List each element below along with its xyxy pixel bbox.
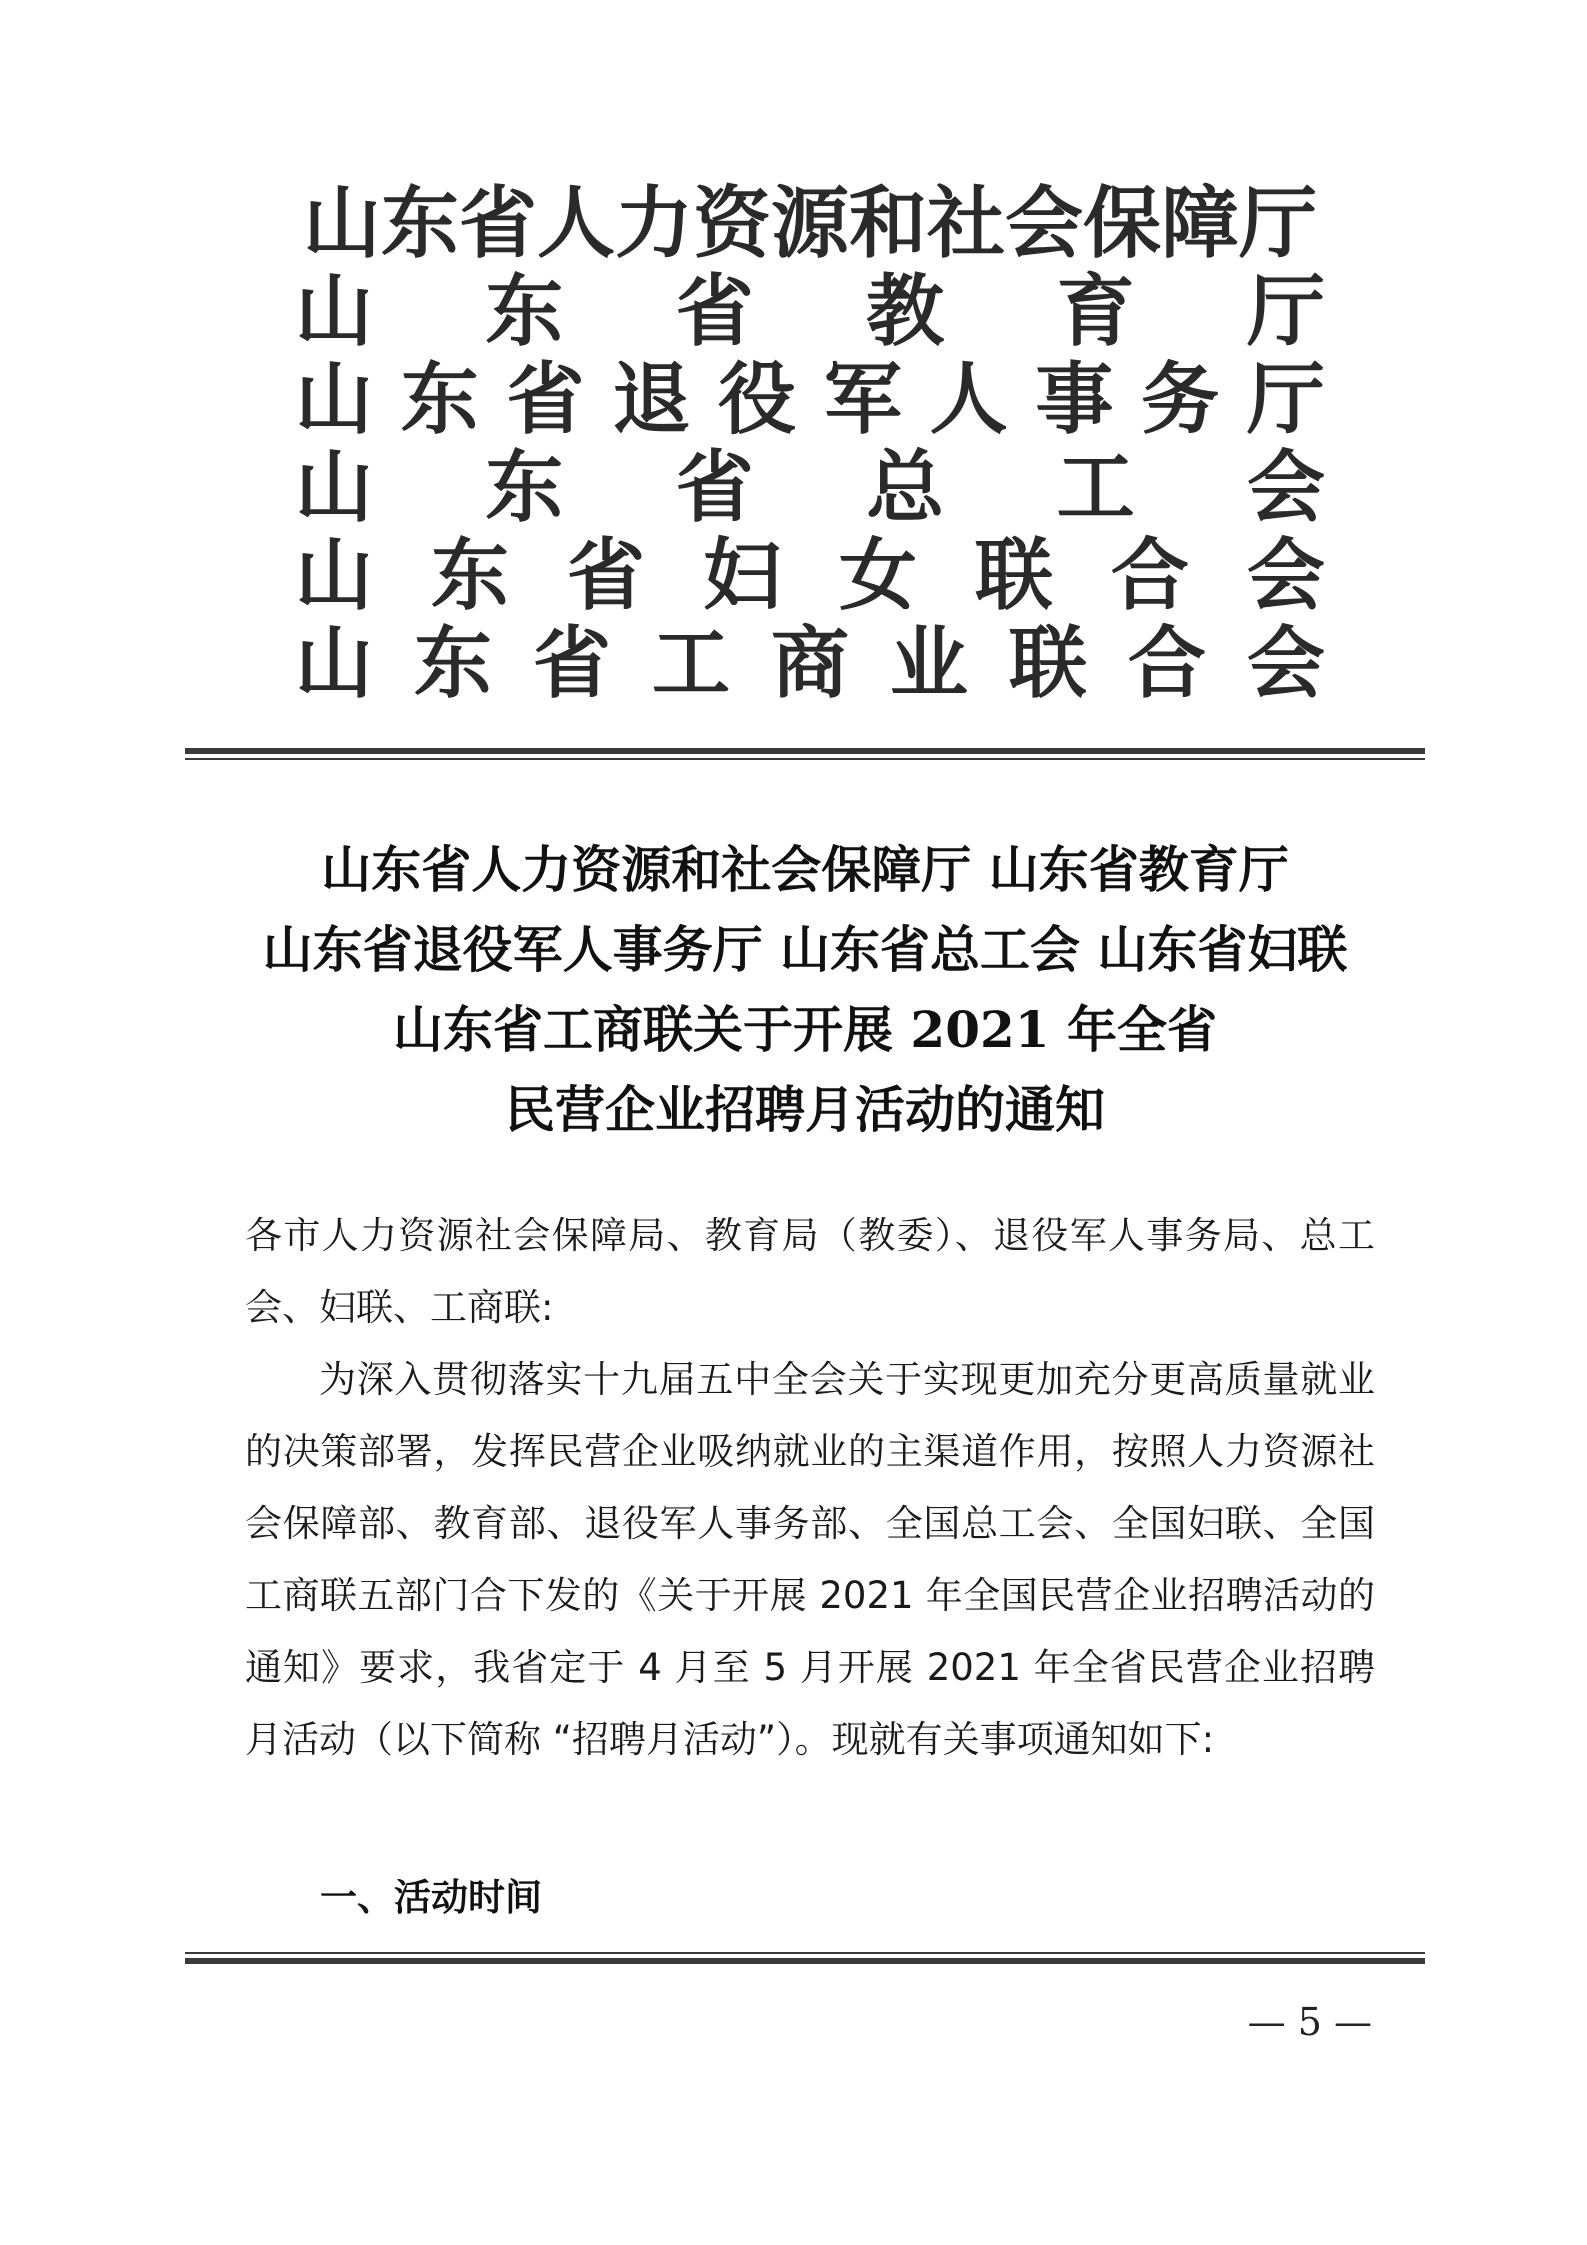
org-line-6 xyxy=(295,620,1325,708)
org-char: 工 xyxy=(651,618,730,709)
org-char: 东 xyxy=(400,354,479,445)
org-char: 东 xyxy=(485,266,564,357)
org-char: 东 xyxy=(485,442,564,533)
org-char: 会 xyxy=(1246,618,1325,709)
org-line-3 xyxy=(295,356,1325,444)
org-name: 山东省人力资源和社会保障厅 xyxy=(302,178,1317,269)
header-separator xyxy=(185,748,1425,760)
issuing-authorities xyxy=(295,180,1325,708)
org-char: 役 xyxy=(718,354,797,445)
org-char: 合 xyxy=(1127,618,1206,709)
org-char: 东 xyxy=(430,530,509,621)
page-number: — 5 — xyxy=(1247,2000,1372,2044)
org-char: 山 xyxy=(295,266,374,357)
title-line-1: 山东省人力资源和社会保障厅 山东省教育厅 xyxy=(321,840,1289,899)
body-paragraph: 为深入贯彻落实十九届五中全会关于实现更加充分更高质量就业的决策部署，发挥民营企业吸纳就业的主渠道作用，按照人力资源社会保障部、教育部、退役军人事务部、全国总工会、全国妇联、全国工商联五部门合下发的《关于开展 2021 年全国民营企业招聘活动的通知》要求，我省定于 4 月至 5 月开展 2021 年全省民营企业招聘月活动（以下简称 “招聘月活动”）。现就有关事项通知如下: xyxy=(245,1358,1375,1761)
org-char: 总 xyxy=(866,442,945,533)
org-char: 事 xyxy=(1035,354,1114,445)
separator-thin-line xyxy=(185,1952,1425,1954)
org-char: 务 xyxy=(1141,354,1220,445)
title-line-2: 山东省退役军人事务厅 山东省总工会 山东省妇联 xyxy=(262,920,1348,979)
salutation: 各市人力资源社会保障局、教育局（教委）、退役军人事务局、总工会、妇联、工商联: xyxy=(245,1214,1375,1329)
org-char: 业 xyxy=(889,618,968,709)
separator-thick-line xyxy=(185,1958,1425,1964)
org-char: 省 xyxy=(675,266,754,357)
org-char: 山 xyxy=(295,354,374,445)
org-char: 省 xyxy=(506,354,585,445)
org-char: 东 xyxy=(413,618,492,709)
org-char: 工 xyxy=(1056,442,1135,533)
org-char: 育 xyxy=(1056,266,1135,357)
org-char: 合 xyxy=(1110,530,1189,621)
org-line-1 xyxy=(295,180,1325,268)
org-char: 女 xyxy=(838,530,917,621)
separator-thin-line xyxy=(185,758,1425,760)
title-line-4: 民营企业招聘月活动的通知 xyxy=(505,1080,1105,1139)
separator-thick-line xyxy=(185,748,1425,754)
org-char: 退 xyxy=(612,354,691,445)
section-heading: 一、活动时间 xyxy=(320,1876,542,1919)
footer-separator xyxy=(185,1952,1425,1964)
org-char: 山 xyxy=(295,530,374,621)
org-char: 联 xyxy=(974,530,1053,621)
org-char: 联 xyxy=(1008,618,1087,709)
org-line-4 xyxy=(295,444,1325,532)
org-char: 省 xyxy=(532,618,611,709)
org-char: 省 xyxy=(566,530,645,621)
org-char: 省 xyxy=(675,442,754,533)
org-char: 山 xyxy=(295,618,374,709)
org-char: 人 xyxy=(929,354,1008,445)
org-char: 会 xyxy=(1246,530,1325,621)
org-char: 商 xyxy=(770,618,849,709)
title-line-3: 山东省工商联关于开展 2021 年全省 xyxy=(393,1000,1217,1059)
org-char: 山 xyxy=(295,442,374,533)
org-char: 教 xyxy=(866,266,945,357)
org-char: 厅 xyxy=(1246,266,1325,357)
org-char: 会 xyxy=(1246,442,1325,533)
org-char: 厅 xyxy=(1246,354,1325,445)
org-char: 妇 xyxy=(702,530,781,621)
org-line-2 xyxy=(295,268,1325,356)
org-char: 军 xyxy=(823,354,902,445)
notice-title xyxy=(185,830,1425,1150)
org-line-5 xyxy=(295,532,1325,620)
notice-body xyxy=(245,1200,1375,1776)
